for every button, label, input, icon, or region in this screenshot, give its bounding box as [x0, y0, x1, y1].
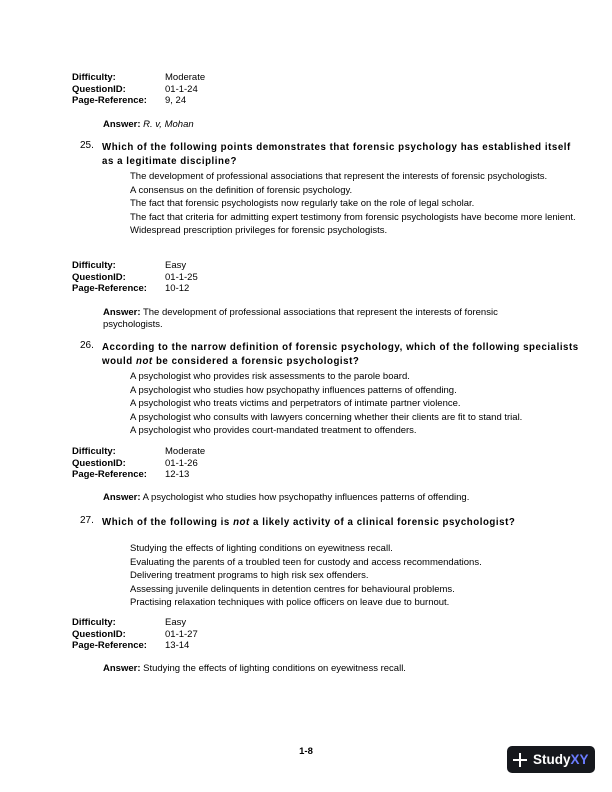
brand-name-part1: Study: [533, 752, 571, 767]
option-d: A psychologist who consults with lawyers concerning whether their clients are fit to stand trial.: [130, 411, 523, 423]
difficulty-label: Difficulty:: [72, 260, 116, 271]
question-id-label: QuestionID:: [72, 628, 126, 640]
difficulty-label: Difficulty:: [72, 72, 116, 83]
answer-label: Answer:: [103, 307, 141, 318]
option-e: A psychologist who provides court-mandated treatment to offenders.: [130, 425, 417, 436]
option-b: A psychologist who studies how psychopathy influences patterns of offending.: [130, 384, 457, 396]
page-reference-value: 9, 24: [165, 95, 187, 106]
stem-emphasis: not: [135, 356, 153, 367]
difficulty-value: Moderate: [165, 446, 206, 457]
page-reference-value: 12-13: [165, 469, 190, 480]
answer-text: R. v, Mohan: [143, 119, 194, 130]
stem-text: Which of the following is: [102, 517, 234, 528]
page-reference-value: 13-14: [165, 640, 190, 651]
option-e: Widespread prescription privileges for forensic psychologists.: [130, 225, 388, 236]
question-stem: [102, 516, 580, 530]
q27-metadata: [72, 617, 198, 652]
question-25: [80, 141, 580, 238]
stem-text: a likely activity of a clinical forensic psychologist?: [249, 517, 516, 528]
q27-answer: [103, 663, 533, 675]
stem-text: be considered a forensic psychologist?: [152, 356, 360, 367]
page-reference-label: Page-Reference:: [72, 640, 147, 651]
stem-text: According to the narrow definition of forensic psychology, which of the following specialists would: [102, 342, 579, 367]
q26-answer: [103, 492, 533, 504]
q24-metadata: [72, 72, 205, 107]
difficulty-value: Easy: [165, 260, 187, 271]
q25-answer: [103, 307, 533, 330]
answer-text: The development of professional associations that represent the interests of forensic psychologists.: [103, 307, 498, 330]
option-c: Delivering treatment programs to high risk sex offenders.: [130, 570, 369, 581]
difficulty-label: Difficulty:: [72, 617, 116, 628]
question-stem: [102, 341, 580, 369]
option-a: The development of professional associations that represent the interests of forensic psychologists.: [130, 171, 548, 182]
question-27: [80, 516, 580, 610]
plus-icon: [507, 746, 533, 773]
option-list: [130, 370, 580, 438]
studyxy-badge[interactable]: [507, 746, 595, 773]
page-reference-value: 10-12: [165, 283, 190, 294]
question-id-value: 01-1-26: [165, 457, 198, 469]
q24-answer: [103, 119, 533, 131]
question-number: 25.: [80, 140, 94, 151]
difficulty-value: Easy: [165, 617, 187, 628]
difficulty-value: Moderate: [165, 72, 206, 83]
question-number: 26.: [80, 340, 94, 351]
option-b: A consensus on the definition of forensic psychology.: [130, 184, 353, 196]
answer-text: Studying the effects of lighting conditions on eyewitness recall.: [143, 663, 406, 674]
answer-label: Answer:: [103, 492, 141, 503]
question-id-value: 01-1-24: [165, 83, 198, 95]
option-c: The fact that forensic psychologists now regularly take on the role of legal scholar.: [130, 198, 475, 209]
stem-emphasis: not: [233, 517, 250, 528]
question-id-value: 01-1-27: [165, 628, 198, 640]
option-d: The fact that criteria for admitting expert testimony from forensic psychologists have become more lenient.: [130, 211, 576, 223]
page-number: 1-8: [299, 746, 313, 757]
option-d: Assessing juvenile delinquents in detention centres for behavioural problems.: [130, 583, 455, 595]
q25-metadata: [72, 260, 198, 295]
question-id-label: QuestionID:: [72, 83, 126, 95]
question-id-label: QuestionID:: [72, 271, 126, 283]
answer-label: Answer:: [103, 119, 141, 130]
option-list: [130, 170, 580, 238]
question-26: [80, 341, 580, 438]
difficulty-label: Difficulty:: [72, 446, 116, 457]
page-reference-label: Page-Reference:: [72, 95, 147, 106]
option-list: [130, 542, 580, 610]
option-e: Practising relaxation techniques with police officers on leave due to burnout.: [130, 597, 450, 608]
q26-metadata: [72, 446, 205, 481]
option-a: A psychologist who provides risk assessments to the parole board.: [130, 371, 410, 382]
question-id-label: QuestionID:: [72, 457, 126, 469]
option-b: Evaluating the parents of a troubled teen for custody and access recommendations.: [130, 556, 482, 568]
answer-label: Answer:: [103, 663, 141, 674]
question-stem: Which of the following points demonstrates that forensic psychology has established itself as a legitimate discipline?: [102, 142, 571, 167]
question-id-value: 01-1-25: [165, 271, 198, 283]
answer-text: A psychologist who studies how psychopathy influences patterns of offending.: [142, 492, 470, 503]
option-a: Studying the effects of lighting conditions on eyewitness recall.: [130, 543, 393, 554]
option-c: A psychologist who treats victims and perpetrators of intimate partner violence.: [130, 398, 461, 409]
page-reference-label: Page-Reference:: [72, 283, 147, 294]
page-reference-label: Page-Reference:: [72, 469, 147, 480]
question-number: 27.: [80, 515, 94, 526]
brand-name-part2: XY: [570, 752, 589, 767]
